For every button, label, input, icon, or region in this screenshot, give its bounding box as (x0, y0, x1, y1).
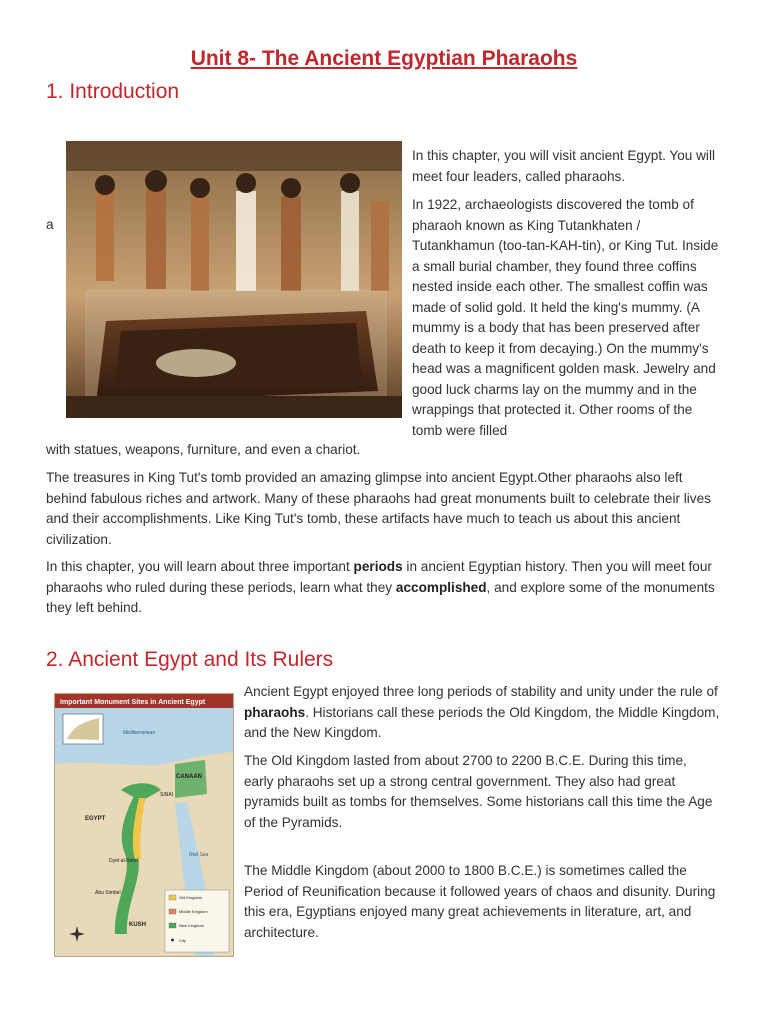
text-run: . Historians call these periods the Old Kingdom, the Middle Kingdom, and the New Kingdom. (244, 704, 720, 740)
bold-term-pharaohs: pharaohs (244, 704, 306, 720)
map-label-egypt: EGYPT (85, 816, 106, 822)
egypt-map (54, 693, 234, 957)
rulers-paragraph-2: The Old Kingdom lasted from about 2700 to 2200 B.C.E. During this time, early pharaohs set up a strong central government. They also had great pyramids built as tombs for themselves. Some historians call this time the Age of the Pyramids. (244, 753, 713, 830)
svg-text:City: City (179, 938, 186, 943)
bold-term-periods: periods (353, 559, 403, 574)
text-run: In this chapter, you will learn about three important (46, 559, 354, 574)
tomb-photo (66, 141, 402, 418)
intro-paragraph-2-tail: with statues, weapons, furniture, and even a chariot. (46, 442, 361, 457)
map-label-canaan: CANAAN (176, 774, 202, 780)
intro-paragraph-4 (46, 557, 726, 619)
map-title: Important Monument Sites in Ancient Egypt (60, 699, 206, 706)
text-run: Ancient Egypt enjoyed three long periods of stability and unity under the rule of (244, 684, 718, 699)
map-label-karnak: Dyet al-Bahri (109, 858, 138, 864)
intro-paragraph-3: The treasures in King Tut's tomb provided an amazing glimpse into ancient Egypt.Other pharaohs also left behind fabulous riches and artwork. Many of these pharaohs had great monuments built to celebrate their lives and their accomplishments. Like King Tut's tomb, these artifacts have much to teach us about this ancient civilization. (46, 470, 711, 547)
map-label-med: Mediterranean (123, 730, 156, 736)
bold-term-accomplished: accomplished (395, 579, 487, 595)
text-run: in ancient Egyptian history. Then you will meet four pharaohs who ruled during these periods, learn what they (46, 559, 712, 595)
svg-text:Middle Kingdom: Middle Kingdom (179, 909, 208, 914)
map-label-abu-simbel: Abu Simbel (95, 890, 121, 896)
page-title: Unit 8- The Ancient Egyptian Pharaohs (190, 47, 578, 70)
map-label-redsea: Red Sea (189, 852, 209, 858)
text-run: , and explore some of the monuments they left behind. (46, 579, 715, 615)
rulers-paragraph-3: The Middle Kingdom (about 2000 to 1800 B.C.E.) is sometimes called the Period of Reunification because it followed years of chaos and disunity. During this era, Egyptians enjoyed many great achievements in literature, art, and architecture. (244, 863, 716, 940)
svg-text:Old Kingdom: Old Kingdom (179, 895, 203, 900)
map-label-sinai: SINAI (160, 792, 174, 798)
map-label-kush: KUSH (129, 922, 147, 928)
rulers-paragraph-1 (244, 682, 720, 744)
intro-paragraph-1: In this chapter, you will visit ancient Egypt. You will meet four leaders, called pharaohs. (412, 148, 715, 184)
section-heading-introduction: 1. Introduction (46, 80, 180, 103)
intro-paragraph-2: In 1922, archaeologists discovered the tomb of pharaoh known as King Tutankhaten / Tutankhamun (too-tan-KAH-tin), or King Tut. Inside a small burial chamber, they found three coffins nested inside each other. The smallest coffin was made of solid gold. It held the king's mummy. (A mummy is a body that has been preserved after death to keep it from decaying.) On the mummy's head was a magnificent golden mask. Jewelry and good luck charms lay on the mummy and in the wrappings that protected it. Other rooms of the tomb were filled (412, 197, 719, 438)
svg-text:New Kingdom: New Kingdom (179, 923, 204, 928)
section-heading-rulers: 2. Ancient Egypt and Its Rulers (46, 648, 334, 671)
stray-character: a (46, 217, 54, 232)
